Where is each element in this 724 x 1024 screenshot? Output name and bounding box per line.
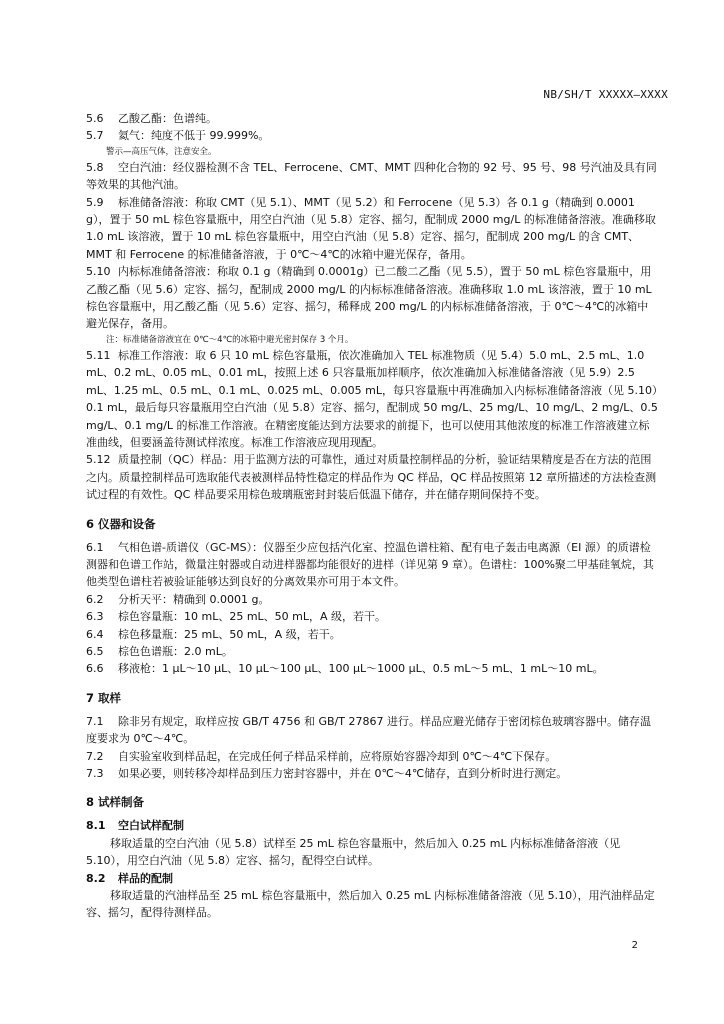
warning-note: 警示—高压气体，注意安全。 xyxy=(106,146,217,157)
clause-5-9: 5.9 标准储备溶液：称取 CMT（见 5.1）、MMT（见 5.2）和 Ferrocene（见 5.3）各 0.1 g（精确到 0.0001 g），置于 50 mL 棕色容量瓶中，用空白汽油（见 5.8）定容、摇匀，配制成 2000 mg/L 的标准储备溶液。准确移取 1.0 mL 该溶液，置于 10 mL 棕色容量瓶中，用空白汽油（见 5.8）定容、摇匀，配制成 200 mg/L 的含 CMT、MMT 和 Ferrocene 的标准储备溶液，于 0℃～4℃的冰箱中避光保存，备用。 xyxy=(86,195,656,261)
storage-note: 注：标准储备溶液宜在 0℃～4℃的冰箱中避光密封保存 3 个月。 xyxy=(106,334,354,345)
clause-6-3: 6.3 棕色容量瓶：10 mL、25 mL、50 mL，A 级，若干。 xyxy=(86,610,387,624)
section-8-title: 8 试样制备 xyxy=(86,795,145,810)
clause-6-2: 6.2 分析天平：精确到 0.0001 g。 xyxy=(86,592,270,606)
clause-5-6: 5.6 乙酸乙酯：色谱纯。 xyxy=(86,112,217,125)
clause-7-2: 7.2 自实验室收到样品起，在完成任何子样品采样前，应将原始容器冷却到 0℃～4℃下保存。 xyxy=(86,749,557,763)
clause-8-1-heading: 8.1 空白试样配制 xyxy=(86,819,184,833)
clause-8-2-heading: 8.2 样品的配制 xyxy=(86,871,173,885)
document-body xyxy=(86,110,658,922)
clause-5-11: 5.11 标准工作溶液：取 6 只 10 mL 棕色容量瓶，依次准确加入 TEL 标准物质（见 5.4）5.0 mL、2.5 mL、1.0 mL、0.2 mL、0.05 mL、0.01 mL，按照上述 6 只容量瓶加样顺序，依次准确加入标准储备溶液（见 5.9）2.5 mL、1.25 mL、0.5 mL、0.1 mL、0.025 mL、0.005 mL，每只容量瓶中再准确加入内标标准储备溶液（见 5.10）0.1 mL，最后每只容量瓶用空白汽油（见 5.8）定容、摇匀，配制成 50 mg/L、25 mg/L、10 mg/L、2 mg/L、0.5 mg/L、0.1 mg/L 的标准工作溶液。在精密度能达到方法要求的前提下，也可以使用其他浓度的标准工作溶液建立标准曲线，但要涵盖待测试样浓度。标准工作溶液应现用现配。 xyxy=(86,348,658,449)
clause-6-4: 6.4 棕色移量瓶：25 mL、50 mL，A 级，若干。 xyxy=(86,627,341,641)
clause-7-1: 7.1 除非另有规定，取样应按 GB/T 4756 和 GB/T 27867 进行。样品应避光储存于密闭棕色玻璃容器中。储存温度要求为 0℃～4℃。 xyxy=(86,714,651,746)
clause-5-12: 5.12 质量控制（QC）样品：用于监测方法的可靠性，通过对质量控制样品的分析，验证结果精度是否在方法的范围之内。质量控制样品可选取能代表被测样品特性稳定的样品作为 QC 样品，QC 样品按照第 12 章所描述的方法检查测试过程的有效性。QC 样品要采用棕色玻璃瓶密封封装后低温下储存，并在储存期间保持不变。 xyxy=(86,453,657,502)
clause-8-1-text: 移取适量的空白汽油（见 5.8）试样至 25 mL 棕色容量瓶中，然后加入 0.25 mL 内标标准储备溶液（见 5.10），用空白汽油（见 5.8）定容、摇匀，配得空白试样。 xyxy=(86,836,621,868)
clause-7-3: 7.3 如果必要，则转移冷却样品到压力密封容器中，并在 0℃～4℃储存，直到分析时进行测定。 xyxy=(86,767,568,780)
clause-5-8: 5.8 空白汽油：经仪器检测不含 TEL、Ferrocene、CMT、MMT 四种化合物的 92 号、95 号、98 号汽油及具有同等效果的其他汽油。 xyxy=(86,160,657,192)
clause-6-5: 6.5 棕色色谱瓶：2.0 mL。 xyxy=(86,644,233,658)
clause-5-10: 5.10 内标标准储备溶液：称取 0.1 g（精确到 0.0001g）已二酸二乙酯（见 5.5），置于 50 mL 棕色容量瓶中，用乙酸乙酯（见 5.6）定容、摇匀，配制成 2000 mg/L 的内标标准储备溶液。准确移取 1.0 mL 该溶液，置于 10 mL 棕色容量瓶中，用乙酸乙酯（见 5.6）定容、摇匀，稀释成 200 mg/L 的内标标准储备溶液，于 0℃～4℃的冰箱中避光保存，备用。 xyxy=(86,265,652,331)
page-number: 2 xyxy=(631,940,638,951)
clause-5-7: 5.7 氦气：纯度不低于 99.999%。 xyxy=(86,129,270,143)
section-7-title: 7 取样 xyxy=(86,690,122,705)
clause-6-6: 6.6 移液枪：1 μL～10 μL、10 μL～100 μL、100 μL～1000 μL、0.5 mL～5 mL、1 mL～10 mL。 xyxy=(86,662,604,676)
clause-6-1: 6.1 气相色谱-质谱仪（GC-MS）：仪器至少应包括汽化室、控温色谱柱箱、配有电子轰击电离源（EI 源）的质谱检测器和色谱工作站，微量注射器或自动进样器都均能很好的进样（详见第 9 章）。色谱柱：100%聚二甲基硅氧烷，其他类型色谱柱若被验证能够达到良好的分离效果亦可用于本文件。 xyxy=(86,540,654,589)
standard-code: NB/SH/T XXXXX—XXXX xyxy=(543,88,668,101)
clause-8-2-text: 移取适量的汽油样品至 25 mL 棕色容量瓶中，然后加入 0.25 mL 内标标准储备溶液（见 5.10），用汽油样品定容、摇匀，配得待测样品。 xyxy=(86,889,655,920)
section-6-title: 6 仪器和设备 xyxy=(86,516,156,531)
